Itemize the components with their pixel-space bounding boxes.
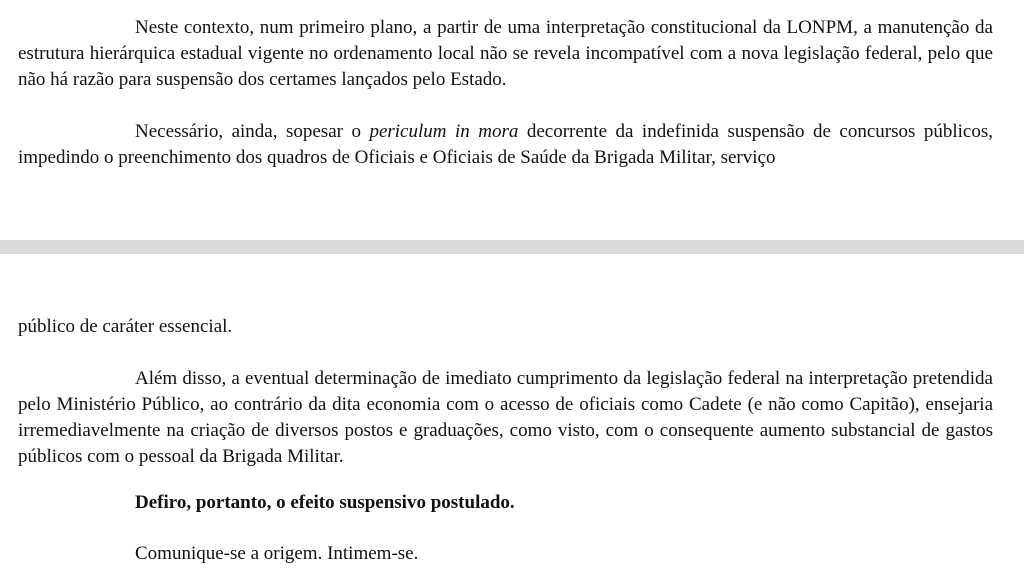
paragraph-context: Neste contexto, num primeiro plano, a partir de uma interpretação constitucional da LONPM, a manutenção da estrutura hierárquica estadual vigente no ordenamento local não se revela incompatível com a nova legislação federal, pelo que não há razão para suspensão dos certames lançados pelo Estado. xyxy=(18,17,993,90)
paragraph-continuation: público de caráter essencial. xyxy=(18,316,233,337)
paragraph-periculum-italic: periculum in mora xyxy=(369,121,519,142)
page-separator xyxy=(0,240,1024,254)
paragraph-periculum-after: decorrente da indefinida suspensão de concursos públicos, impedindo o preenchimento dos quadros de Oficiais e Oficiais de Saúde da Brigada Militar, serviço xyxy=(18,121,994,168)
paragraph-additionally: Além disso, a eventual determinação de imediato cumprimento da legislação federal na interpretação pretendida pelo Ministério Público, ao contrário da dita economia com o acesso de oficiais como Cadete (e não como Capitão), ensejaria irremediavelmente na criação de diversos postos e graduações, como visto, com o consequente aumento substancial de gastos públicos com o pessoal da Brigada Militar. xyxy=(18,368,993,467)
document-page-2 xyxy=(0,254,1024,570)
paragraph-periculum xyxy=(18,119,993,171)
document-page-1 xyxy=(0,0,1024,240)
closing-statement: Comunique-se a origem. Intimem-se. xyxy=(135,543,419,564)
paragraph-periculum-before: Necessário, ainda, sopesar o xyxy=(135,121,370,142)
ruling-statement: Defiro, portanto, o efeito suspensivo postulado. xyxy=(135,492,515,513)
